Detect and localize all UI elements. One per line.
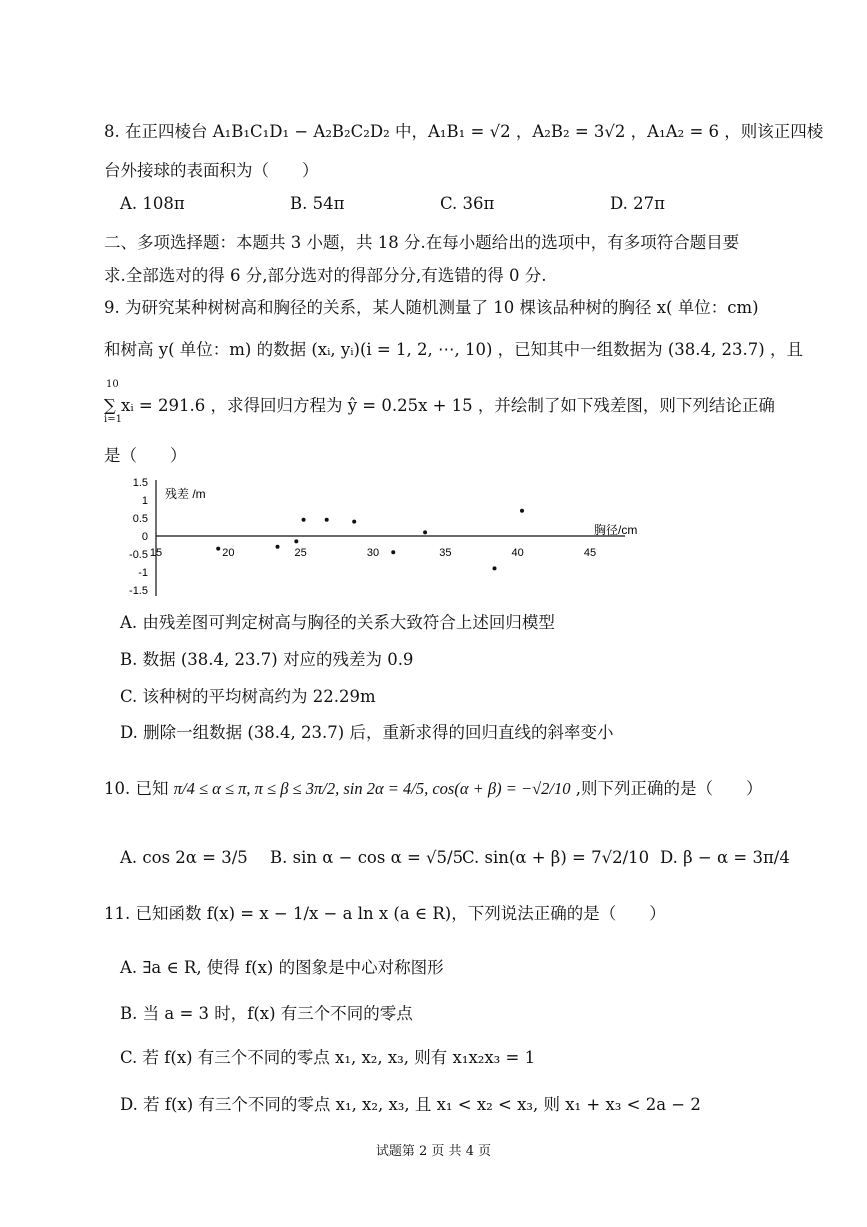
x-tick-label: 30 — [366, 547, 380, 559]
section2-line1: 二、多项选择题：本题共 3 小题，共 18 分.在每小题给出的选项中，有多项符合题目要 — [104, 233, 740, 252]
residual-point — [216, 547, 220, 551]
q8-option-d: D. 27π — [610, 194, 665, 213]
q9-option-c: C. 该种树的平均树高约为 22.29m — [120, 687, 376, 706]
y-tick-label: 0 — [141, 531, 148, 543]
chart-ylabel: 残差 /m — [165, 487, 206, 501]
residual-point — [520, 509, 524, 513]
q10-prefix: 10. 已知 — [104, 779, 169, 798]
x-tick-label: 40 — [511, 547, 524, 559]
q8-stem-line2: 台外接球的表面积为（ ） — [104, 161, 319, 180]
q11-option-d: D. 若 f(x) 有三个不同的零点 x₁, x₂, x₃, 且 x₁ < x₂ < x₃, 则 x₁ + x₃ < 2a − 2 — [120, 1095, 701, 1114]
residual-point — [391, 550, 395, 554]
residual-point — [352, 520, 356, 524]
x-tick-label: 20 — [222, 547, 235, 559]
q9-line2: 和树高 y( 单位：m) 的数据 (xᵢ, yᵢ)(i = 1, 2, ⋯, 10) ，已知其中一组数据为 (38.4, 23.7) ，且 — [104, 340, 803, 359]
q9-line3: ∑ xᵢ = 291.6 ，求得回归方程为 ŷ = 0.25x + 15 ，并绘制了如下残差图，则下列结论正确 — [104, 396, 775, 415]
q11-option-c: C. 若 f(x) 有三个不同的零点 x₁, x₂, x₃, 则有 x₁x₂x₃ = 1 — [120, 1048, 536, 1067]
page-footer: 试题第 2 页 共 4 页 — [375, 1144, 492, 1159]
y-tick-label: 0.5 — [132, 513, 148, 525]
x-tick-label: 45 — [583, 547, 597, 559]
q9-option-d: D. 删除一组数据 (38.4, 23.7) 后，重新求得的回归直线的斜率变小 — [120, 723, 614, 742]
residual-chart — [120, 472, 640, 602]
q9-line1: 9. 为研究某种树树高和胸径的关系，某人随机测量了 10 棵该品种树的胸径 x( 单位：cm) — [104, 298, 759, 317]
q9-option-b: B. 数据 (38.4, 23.7) 对应的残差为 0.9 — [120, 650, 414, 669]
q10-suffix: ,则下列正确的是（ ） — [575, 779, 763, 798]
q8-option-b: B. 54π — [290, 194, 345, 213]
residual-point — [302, 518, 306, 522]
x-tick-label: 35 — [439, 547, 452, 559]
residual-point — [493, 566, 497, 570]
residual-point — [325, 518, 329, 522]
y-tick-label: 1 — [141, 495, 148, 507]
q9-option-a: A. 由残差图可判定树高与胸径的关系大致符合上述回归模型 — [120, 613, 555, 632]
q11-option-b: B. 当 a = 3 时，f(x) 有三个不同的零点 — [120, 1004, 413, 1023]
chart-xlabel: 胸径/cm — [594, 523, 638, 537]
q11-option-a: A. ∃a ∈ R, 使得 f(x) 的图象是中心对称图形 — [120, 958, 444, 977]
q11-stem: 11. 已知函数 f(x) = x − 1/x − a ln x (a ∈ R)，下列说法正确的是（ ） — [104, 904, 666, 923]
y-tick-label: -1 — [138, 567, 148, 579]
q10-condition: π/4 ≤ α ≤ π, π ≤ β ≤ 3π/2, sin 2α = 4/5, cos(α + β) = −√2/10 — [173, 779, 571, 798]
q10-option-b: B. sin α − cos α = √5/5 — [270, 848, 464, 867]
y-tick-label: -1.5 — [129, 585, 148, 597]
section2-line2: 求.全部选对的得 6 分,部分选对的得部分分,有选错的得 0 分. — [104, 266, 547, 285]
q8-option-c: C. 36π — [440, 194, 495, 213]
q9-line4: 是（ ） — [104, 446, 187, 465]
q10-option-a: A. cos 2α = 3/5 — [120, 848, 248, 867]
residual-point — [423, 530, 427, 534]
residual-point — [294, 539, 298, 543]
x-tick-label: 25 — [294, 547, 307, 559]
q8-stem-line1: 8. 在正四棱台 A₁B₁C₁D₁ − A₂B₂C₂D₂ 中，A₁B₁ = √2 ，A₂B₂ = 3√2 ，A₁A₂ = 6 ，则该正四棱 — [104, 122, 824, 141]
q9-sum-upper: 10 — [106, 379, 119, 390]
y-tick-label: 1.5 — [132, 477, 148, 489]
y-tick-label: -0.5 — [129, 549, 148, 561]
q10-option-d: D. β − α = 3π/4 — [660, 848, 790, 867]
q10-option-c: C. sin(α + β) = 7√2/10 — [462, 848, 650, 867]
q10-stem — [104, 775, 763, 799]
q9-sum-lower: i=1 — [104, 414, 122, 425]
residual-point — [276, 545, 280, 549]
q8-option-a: A. 108π — [120, 194, 185, 213]
x-tick-label: 15 — [149, 547, 163, 559]
